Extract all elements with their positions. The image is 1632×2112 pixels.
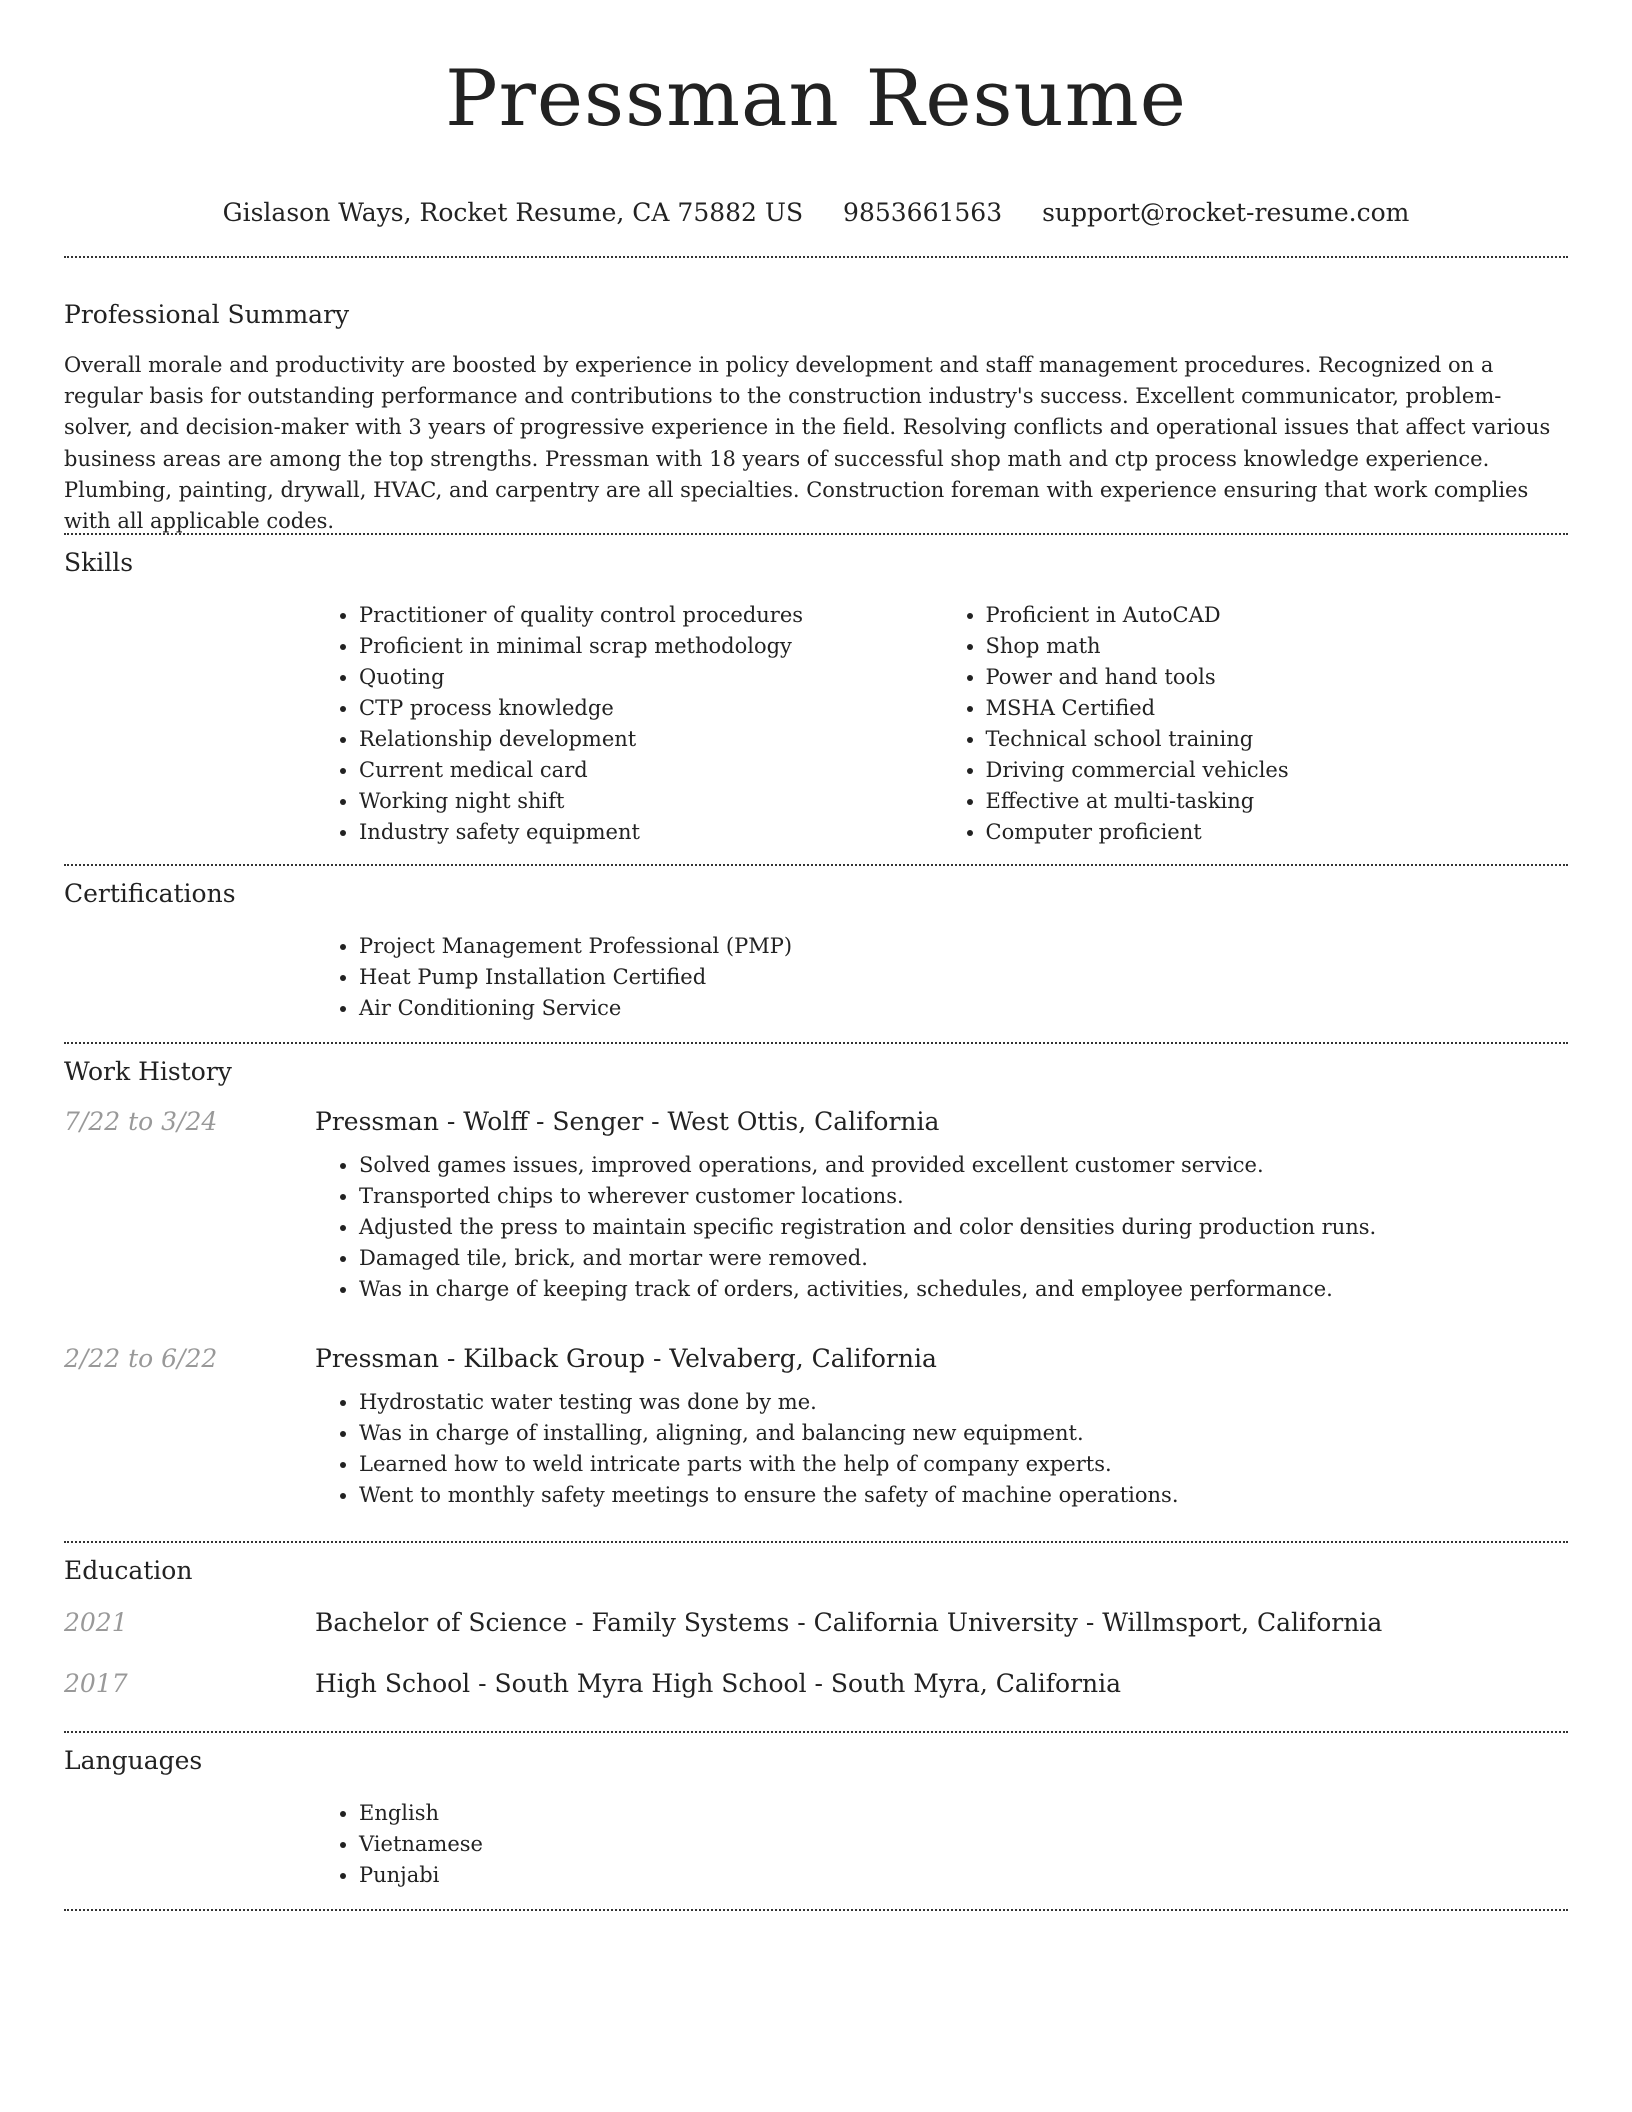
list-item: • Was in charge of installing, aligning, and balancing new equipment.	[359, 1418, 1568, 1449]
job-header	[64, 1344, 1568, 1373]
contact-phone: 9853661563	[843, 198, 1003, 227]
list-item: • Adjusted the press to maintain specific registration and color densities during production runs.	[359, 1212, 1568, 1243]
list-item: • Driving commercial vehicles	[986, 755, 1569, 786]
education-entry	[64, 1608, 1568, 1637]
contact-email: support@rocket-resume.com	[1042, 198, 1410, 227]
list-item: • Punjabi	[359, 1860, 1568, 1891]
education-entry	[64, 1669, 1568, 1698]
list-item: • Learned how to weld intricate parts with the help of company experts.	[359, 1449, 1568, 1480]
skills-heading: Skills	[64, 548, 134, 577]
summary-section	[64, 258, 1568, 534]
education-degree: High School - South Myra High School - South Myra, California	[315, 1669, 1122, 1698]
list-item: • Relationship development	[359, 724, 942, 755]
skills-list-left	[315, 600, 942, 848]
skills-section	[64, 535, 1568, 864]
list-item: • Working night shift	[359, 786, 942, 817]
work-section	[64, 1044, 1568, 1541]
education-degree: Bachelor of Science - Family Systems - California University - Willmsport, California	[315, 1608, 1383, 1637]
job-entry	[64, 1344, 1568, 1511]
contact-line	[64, 198, 1568, 232]
list-item: • Proficient in AutoCAD	[986, 600, 1569, 631]
list-item: • Current medical card	[359, 755, 942, 786]
skills-list-right	[942, 600, 1569, 848]
list-item: • Project Management Professional (PMP)	[359, 931, 1568, 962]
languages-section	[64, 1733, 1568, 1909]
skills-columns	[315, 600, 1568, 848]
summary-text: Overall morale and productivity are boosted by experience in policy development and staff management procedures. Recognized on a regular basis for outstanding performance and contributions to the construction industry's success. Excellent communicator, problem-solver, and decision-maker with 3 years of progressive experience in the field. Resolving conflicts and operational issues that affect various business areas are among the top strengths. Pressman with 18 years of successful shop math and ctp process knowledge experience. Plumbing, painting, drywall, HVAC, and carpentry are all specialties. Construction foreman with experience ensuring that work complies with all applicable codes.	[64, 353, 1551, 534]
certifications-section	[64, 866, 1568, 1042]
list-item: • Damaged tile, brick, and mortar were removed.	[359, 1243, 1568, 1274]
list-item: • Was in charge of keeping track of orders, activities, schedules, and employee performance.	[359, 1274, 1568, 1305]
certifications-heading: Certifications	[64, 879, 236, 908]
list-item: • Effective at multi-tasking	[986, 786, 1569, 817]
job-title: Pressman - Wolff - Senger - West Ottis, California	[315, 1107, 940, 1136]
list-item: • Air Conditioning Service	[359, 993, 1568, 1024]
summary-heading: Professional Summary	[64, 300, 350, 329]
job-dates: 7/22 to 3/24	[64, 1107, 218, 1136]
certifications-list	[315, 931, 1568, 1024]
list-item: • Practitioner of quality control procedures	[359, 600, 942, 631]
list-item: • CTP process knowledge	[359, 693, 942, 724]
list-item: • Transported chips to wherever customer locations.	[359, 1181, 1568, 1212]
list-item: • Quoting	[359, 662, 942, 693]
job-dates: 2/22 to 6/22	[64, 1344, 218, 1373]
divider	[64, 1909, 1568, 1911]
education-heading: Education	[64, 1556, 193, 1585]
job-bullets	[315, 1150, 1568, 1305]
list-item: • Industry safety equipment	[359, 817, 942, 848]
education-year: 2017	[64, 1669, 128, 1698]
list-item: • Technical school training	[986, 724, 1569, 755]
resume-name: Pressman Resume	[445, 54, 1187, 144]
job-bullets	[315, 1387, 1568, 1511]
list-item: • Shop math	[986, 631, 1569, 662]
education-section	[64, 1543, 1568, 1731]
job-title: Pressman - Kilback Group - Velvaberg, California	[315, 1344, 937, 1373]
education-year: 2021	[64, 1608, 128, 1637]
list-item: • English	[359, 1798, 1568, 1829]
languages-heading: Languages	[64, 1746, 203, 1775]
list-item: • Went to monthly safety meetings to ensure the safety of machine operations.	[359, 1480, 1568, 1511]
list-item: • Solved games issues, improved operations, and provided excellent customer service.	[359, 1150, 1568, 1181]
list-item: • Computer proficient	[986, 817, 1569, 848]
work-heading: Work History	[64, 1057, 232, 1086]
languages-list	[315, 1798, 1568, 1891]
contact-address: Gislason Ways, Rocket Resume, CA 75882 US	[222, 198, 804, 227]
list-item: • Vietnamese	[359, 1829, 1568, 1860]
list-item: • Power and hand tools	[986, 662, 1569, 693]
list-item: • Proficient in minimal scrap methodology	[359, 631, 942, 662]
list-item: • Heat Pump Installation Certified	[359, 962, 1568, 993]
list-item: • MSHA Certified	[986, 693, 1569, 724]
list-item: • Hydrostatic water testing was done by me.	[359, 1387, 1568, 1418]
job-header	[64, 1107, 1568, 1136]
job-entry	[64, 1107, 1568, 1305]
